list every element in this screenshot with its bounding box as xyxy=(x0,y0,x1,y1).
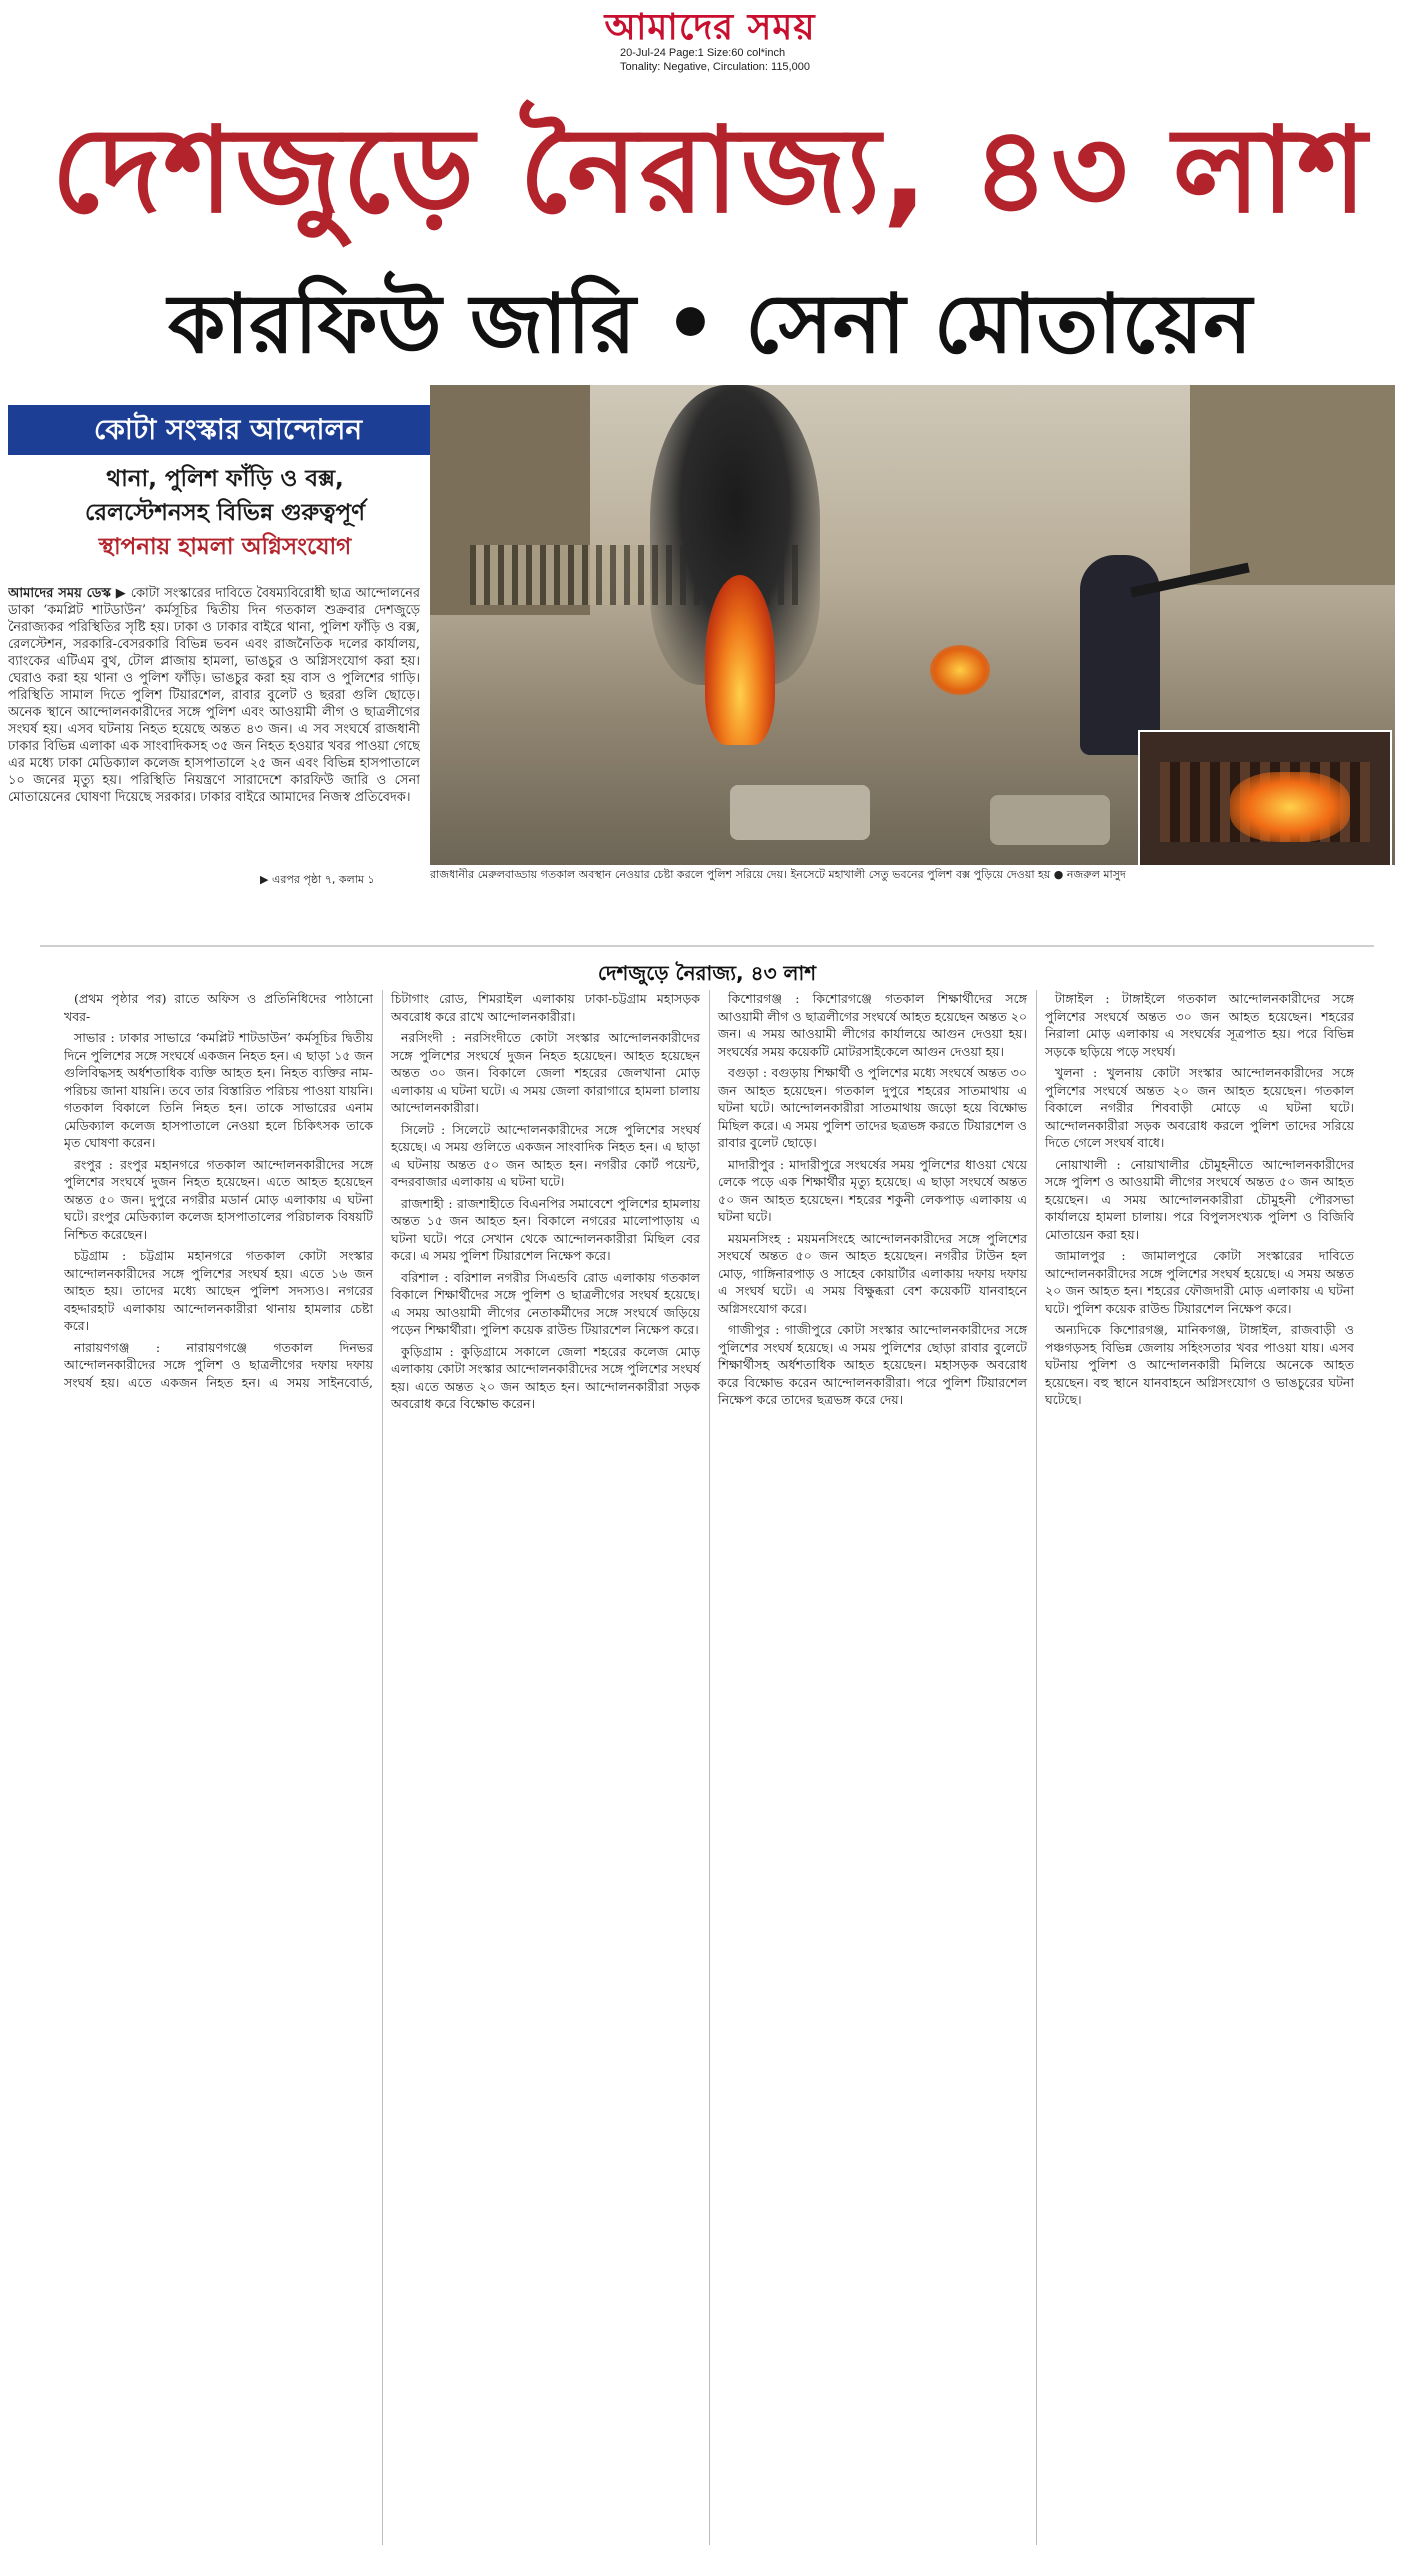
jump-paragraph: বগুড়া : বগুড়ায় শিক্ষার্থী ও পুলিশের মধ্যে সংঘর্ষে অন্তত ৩০ জন আহত হয়েছেন। গতকাল দুপুরে শহরের সাতমাথায় এ ঘটনা ঘটে। আন্দোলনকারীরা সাতমাথায় জড়ো হয়ে বিক্ষোভ মিছিল করে। এ সময় পুলিশ তাদের ছত্রভঙ্গ করতে টিয়ারশেল ও রাবার বুলেট ছোড়ে। xyxy=(718,1065,1027,1150)
jump-paragraph: (প্রথম পৃষ্ঠার পর) রাতে অফিস ও প্রতিনিধিদের পাঠানো খবর- xyxy=(64,991,373,1024)
jump-paragraph: মাদারীপুর : মাদারীপুরে সংঘর্ষের সময় পুলিশের ধাওয়া খেয়ে লেকে পড়ে এক শিক্ষার্থীর মৃত্যু হয়েছে। এ ছাড়া সংঘর্ষে অন্তত ৫০ জন আহত হয়েছেন। শহরের শকুনী লেকপাড় এলাকায় এ ঘটনা ঘটে। xyxy=(718,1156,1027,1224)
deck-line-1: থানা, পুলিশ ফাঁড়ি ও বক্স, xyxy=(106,466,344,492)
jump-paragraph: বরিশাল : বরিশাল নগরীর সিএন্ডবি রোড এলাকায় গতকাল বিকালে শিক্ষার্থীদের সঙ্গে পুলিশ ও ছাত্রলীগের সংঘর্ষ হয়েছে। এ সময় আওয়ামী লীগের নেতাকর্মীদের সঙ্গে সংঘর্ষে জড়িয়ে পড়েন শিক্ষার্থীরা। পুলিশ কয়েক রাউন্ড টিয়ারশেল নিক্ষেপ করে। xyxy=(391,1269,700,1337)
jump-paragraph: সিলেট : সিলেটে আন্দোলনকারীদের সঙ্গে পুলিশের সংঘর্ষ হয়েছে। এ সময় গুলিতে একজন সাংবাদিক নিহত হন। এ ছাড়া এ ঘটনায় অন্তত ৫০ জন আহত হন। নগরীর কোর্ট পয়েন্ট, বন্দরবাজার এলাকায় এ ঘটনা ঘটে। xyxy=(391,1121,700,1189)
building-right xyxy=(1190,385,1395,585)
road-barrier xyxy=(730,785,870,840)
continued-on-note: ▶ এরপর পৃষ্ঠা ৭, কলাম ১ xyxy=(260,873,375,886)
jump-paragraph: সাভার : ঢাকার সাভারে ‘কমপ্লিট শাটডাউন’ কর্মসূচির দ্বিতীয় দিনে পুলিশের সঙ্গে সংঘর্ষে একজন নিহত হন। এ ছাড়া ১৫ জন গুলিবিদ্ধসহ অর্ধশতাধিক ব্যক্তি আহত হন। নিহত ব্যক্তির নাম-পরিচয় জানা যায়নি। তবে তার বিস্তারিত পরিচয় পাওয়া যায়নি। গতকাল বিকালে তিনি নিহত হন। তাকে সাভারের এনাম মেডিক্যাল কলেজ হাসপাতালে নেওয়া হলে চিকিৎসক তাকে মৃত ঘোষণা করেন। xyxy=(64,1030,373,1150)
lead-byline: আমাদের সময় ডেস্ক ▶ xyxy=(8,586,127,601)
jump-paragraph: কিশোরগঞ্জ : কিশোরগঞ্জে গতকাল শিক্ষার্থীদের সঙ্গে আওয়ামী লীগ ও ছাত্রলীগের সংঘর্ষে আহত হয়েছেন অন্তত ২০ জন। এ সময় আওয়ামী লীগের কার্যালয়ে আগুন দেওয়া হয়। সংঘর্ষের সময় কয়েকটি মোটরসাইকেলে আগুন দেওয়া হয়। xyxy=(718,991,1027,1059)
news-photo xyxy=(430,385,1395,865)
jump-page-title: দেশজুড়ে নৈরাজ্য, ৪৩ লাশ xyxy=(597,961,817,985)
fire xyxy=(705,575,775,745)
clipping-meta xyxy=(620,46,880,74)
deck-line-2: রেলস্টেশনসহ বিভিন্ন গুরুত্বপূর্ণ xyxy=(84,500,366,526)
jump-paragraph: খুলনা : খুলনায় কোটা সংস্কার আন্দোলনকারীদের সঙ্গে পুলিশের সংঘর্ষে অন্তত ২০ জন আহত হয়েছেন। গতকাল বিকালে নগরীর শিববাড়ী মোড়ে এ ঘটনা ঘটে। আন্দোলনকারীরা সড়ক অবরোধ করলে পুলিশ তাদের সরিয়ে দিতে গেলে সংঘর্ষ বাধে। xyxy=(1045,1065,1354,1150)
jump-paragraph: টাঙ্গাইল : টাঙ্গাইলে গতকাল আন্দোলনকারীদের সঙ্গে পুলিশের সংঘর্ষে অন্তত ৩০ জন আহত হয়েছেন। শহরের নিরালা মোড় এলাকায় এ সংঘর্ষের সূত্রপাত হয়। পরে বিভিন্ন সড়কে ছড়িয়ে পড়ে সংঘর্ষ। xyxy=(1045,991,1354,1059)
photo-caption: রাজধানীর মেরুলবাড্ডায় গতকাল অবস্থান নেওয়ার চেষ্টা করলে পুলিশ সরিয়ে দেয়। ইনসেটে মহাখালী সেতু ভবনের পুলিশ বক্স পুড়িয়ে দেওয়া হয় ● নজরুল মাসুদ xyxy=(430,868,1126,881)
jump-paragraph: গাজীপুর : গাজীপুরে কোটা সংস্কার আন্দোলনকারীদের সঙ্গে পুলিশের সংঘর্ষ হয়েছে। এ সময় পুলিশের ছোড়া রাবার বুলেটে শিক্ষার্থীসহ অর্ধশতাধিক আহত হয়েছেন। মহাসড়ক অবরোধ করে বিক্ষোভ করেন আন্দোলনকারীরা। পরে পুলিশ টিয়ারশেল নিক্ষেপ করে তাদের ছত্রভঙ্গ করে দেয়। xyxy=(718,1322,1027,1407)
jump-paragraph: জামালপুর : জামালপুরে কোটা সংস্কারের দাবিতে আন্দোলনকারীদের সঙ্গে পুলিশের সংঘর্ষ হয়েছে। এ সময় অন্তত ২০ জন আহত হন। শহরের ফৌজদারী মোড় এলাকায় এ ঘটনা ঘটে। পুলিশ কয়েক রাউন্ড টিয়ারশেল নিক্ষেপ করে। xyxy=(1045,1248,1354,1316)
clipping-tonality-line: Tonality: Negative, Circulation: 115,000 xyxy=(620,61,810,73)
small-fire xyxy=(930,645,990,695)
masthead xyxy=(0,0,1414,75)
jump-paragraph: নোয়াখালী : নোয়াখালীর চৌমুহনীতে আন্দোলনকারীদের সঙ্গে পুলিশ ও আওয়ামী লীগের সংঘর্ষে অন্তত ৫০ জন আহত হয়েছেন। এ সময় আন্দোলনকারীরা চৌমুহনী পৌরসভা কার্যালয়ে হামলা চালায়। পরে বিপুলসংখ্যক পুলিশ ও বিজিবি মোতায়েন করা হয়। xyxy=(1045,1156,1354,1242)
main-headline: দেশজুড়ে নৈরাজ্য, ৪৩ লাশ xyxy=(51,101,1369,239)
deck-line-3: স্থাপনায় হামলা অগ্নিসংযোগ xyxy=(98,534,352,560)
jump-paragraph: ময়মনসিংহ : ময়মনসিংহে আন্দোলনকারীদের সঙ্গে পুলিশের সংঘর্ষে অন্তত ৫০ জন আহত হয়েছেন। নগরীর টাউন হল মোড়, গাঙ্গিনারপাড় ও সাহেব কোয়ার্টার এলাকায় দফায় দফায় এ সংঘর্ষ ঘটে। এ সময় বিক্ষুব্ধরা বেশ কয়েকটি যানবাহনে অগ্নিসংযোগ করে। xyxy=(718,1230,1027,1316)
section-divider xyxy=(40,945,1374,947)
story-deck xyxy=(20,462,430,564)
sub-headline: কারফিউ জারি • সেনা মোতায়েন xyxy=(167,277,1253,372)
jump-paragraph: রাজশাহী : রাজশাহীতে বিএনপির সমাবেশে পুলিশের হামলায় অন্তত ১৫ জন আহত হন। বিকালে নগরের মালোপাড়ায় এ ঘটনা ঘটে। পরে সেখান থেকে আন্দোলনকারীরা মিছিল বের করে। এ সময় পুলিশ টিয়ারশেল নিক্ষেপ করে। xyxy=(391,1195,700,1263)
jump-paragraph: রংপুর : রংপুর মহানগরে গতকাল আন্দোলনকারীদের সঙ্গে পুলিশের সংঘর্ষে দুজন নিহত হয়েছেন। এতে আহত হয়েছেন অন্তত ৫০ জন। দুপুরে নগরীর মডার্ন মোড় এলাকায় এ ঘটনা ঘটে। রংপুর মেডিক্যাল কলেজ হাসপাতালের পরিচালক বিষয়টি নিশ্চিত করেছেন। xyxy=(64,1156,373,1242)
jump-paragraph: চট্টগ্রাম : চট্টগ্রাম মহানগরে গতকাল কোটা সংস্কার আন্দোলনকারীদের সঙ্গে পুলিশের সংঘর্ষ হয়। এতে ১৬ জন আহত হয়। তাদের মধ্যে আছেন পুলিশ সদস্যও। নগরের বহদ্দারহাট এলাকায় আন্দোলনকারীরা থানায় হামলার চেষ্টা করে। xyxy=(64,1248,373,1333)
inset-fire xyxy=(1230,772,1350,842)
lead-story xyxy=(8,585,420,895)
jump-paragraph: নারায়ণগঞ্জ : নারায়ণগঞ্জে গতকাল দিনভর আন্দোলনকারীদের সঙ্গে পুলিশ ও ছাত্রলীগের দফায় দফায় সংঘর্ষ হয়। এতে একজন নিহত হন। এ সময় সাইনবোর্ড, চিটাগাং রোড, শিমরাইল এলাকায় ঢাকা-চট্টগ্রাম মহাসড়ক অবরোধ করে রাখে আন্দোলনকারীরা। xyxy=(64,991,700,1390)
inset-photo xyxy=(1138,730,1392,865)
clipping-date-line: 20-Jul-24 Page:1 Size:60 col*inch xyxy=(620,47,786,59)
jump-paragraph: নরসিংদী : নরসিংদীতে কোটা সংস্কার আন্দোলনকারীদের সঙ্গে পুলিশের সংঘর্ষে দুজন নিহত হয়েছেন। আহত হয়েছেন অন্তত ৩০ জন। বিকালে জেলা শহরের জেলখানা মোড় এলাকায় এ ঘটনা ঘটে। এ সময় জেলা কারাগারে হামলা চালায় আন্দোলনকারীরা। xyxy=(391,1030,700,1115)
lead-text: কোটা সংস্কারের দাবিতে বৈষম্যবিরোধী ছাত্র আন্দোলনের ডাকা ‘কমপ্লিট শাটডাউন’ কর্মসূচির দ্বিতীয় দিন গতকাল শুক্রবার দেশজুড়ে নৈরাজ্যকর পরিস্থিতির সৃষ্টি হয়। ঢাকা ও ঢাকার বাইরে থানা, পুলিশ ফাঁড়ি ও বক্স, রেলস্টেশন, সরকারি-বেসরকারি বিভিন্ন ভবন এবং রাজনৈতিক দলের কার্যালয়, ব্যাংকের এটিএম বুথ, টোল প্লাজায় হামলা, ভাঙচুর ও অগ্নিসংযোগ করা হয়। ঘেরাও করা হয় থানা ও পুলিশ ফাঁড়ি। ভাঙচুর করা হয় বাস ও পুলিশের গাড়ি। পরিস্থিতি সামাল দিতে পুলিশ টিয়ারশেল, রাবার বুলেট ও ছররা গুলি ছোড়ে। অনেক স্থানে আন্দোলনকারীদের সঙ্গে পুলিশ এবং আওয়ামী লীগ ও ছাত্রলীগের সংঘর্ষ হয়। এসব ঘটনায় নিহত হয়েছে অন্তত ৪৩ জন। এ সব সংঘর্ষে রাজধানী ঢাকার বিভিন্ন এলাকা এক সাংবাদিকসহ ৩৫ জন নিহত হওয়ার খবর পাওয়া গেছে এর মধ্যে ঢাকা মেডিক্যাল কলেজ হাসপাতালে ২৫ জন এবং বিভিন্ন হাসপাতালে ১০ জনের মৃত্যু হয়। পরিস্থিতি নিয়ন্ত্রণে সারাদেশে কারফিউ জারি ও সেনা মোতায়েনের ঘোষণা দিয়েছে সরকার। ঢাকার বাইরে আমাদের নিজস্ব প্রতিবেদক। xyxy=(8,586,420,805)
newspaper-logo: আমাদের সময় xyxy=(604,6,816,48)
section-tag: কোটা সংস্কার আন্দোলন xyxy=(8,405,448,455)
jump-page-body xyxy=(64,990,1354,2545)
jump-paragraph: কুড়িগ্রাম : কুড়িগ্রামে সকালে জেলা শহরের কলেজ মোড় এলাকায় কোটা সংস্কার আন্দোলনকারীদের সঙ্গে পুলিশের সংঘর্ষ হয়। এতে অন্তত ২০ জন আহত হন। আন্দোলনকারীরা সড়ক অবরোধ করে বিক্ষোভ করেন। xyxy=(391,1343,700,1411)
jump-paragraph: অন্যদিকে কিশোরগঞ্জ, মানিকগঞ্জ, টাঙ্গাইল, রাজবাড়ী ও পঞ্চগড়সহ বিভিন্ন জেলায় সহিংসতার খবর পাওয়া যায়। এসব ঘটনায় পুলিশ ও আন্দোলনকারী মিলিয়ে অনেকে আহত হয়েছেন। বহু স্থানে যানবাহনে অগ্নিসংযোগ ও ভাঙচুরের ঘটনা ঘটেছে। xyxy=(1045,1322,1354,1407)
road-barrier xyxy=(990,795,1110,845)
